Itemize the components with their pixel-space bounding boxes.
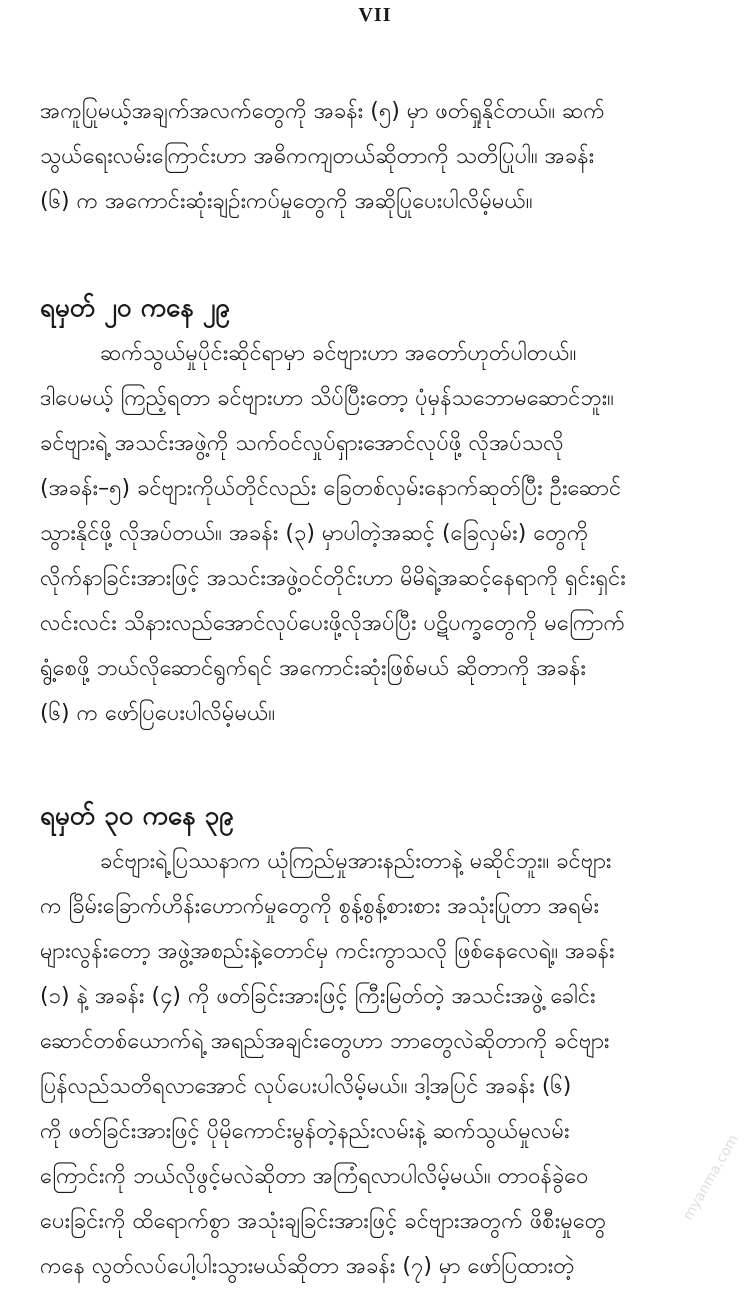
section-heading: ရမှတ် ၂၀ ကနေ ၂၉ bbox=[40, 293, 231, 323]
section-paragraph bbox=[40, 839, 710, 1289]
text-line: ခင်ဗျားရဲ့ပြဿနာက ယုံကြည်မှုအားနည်းတာနဲ့ မဆိုင်ဘူး။ ခင်ဗျား bbox=[100, 849, 612, 874]
text-line: ကြောင်းကို ဘယ်လိုဖွင့်မလဲဆိုတာ အကြံရလာပါလိမ့်မယ်။ တာဝန်ခွဲဝေ bbox=[40, 1164, 589, 1189]
text-line: (၆) က အကောင်းဆုံးချဉ်းကပ်မှုတွေကို အဆိုပြုပေးပါလိမ့်မယ်။ bbox=[40, 189, 533, 214]
section-paragraph bbox=[40, 331, 710, 736]
text-line: (၁) နဲ့ အခန်း (၄) ကို ဖတ်ခြင်းအားဖြင့် ကြီးမြတ်တဲ့ အသင်းအဖွဲ့ ခေါင်း bbox=[40, 984, 596, 1009]
text-line: ရွံ့စေဖို့ ဘယ်လိုဆောင်ရွက်ရင် အကောင်းဆုံးဖြစ်မယ် ဆိုတာကို အခန်း bbox=[40, 656, 586, 681]
text-line: (အခန်း–၅) ခင်ဗျားကိုယ်တိုင်လည်း ခြေတစ်လှမ်းနောက်ဆုတ်ပြီး ဦးဆောင် bbox=[40, 476, 622, 501]
section-heading: ရမှတ် ၃၀ ကနေ ၃၉ bbox=[40, 801, 234, 831]
text-line: ဆက်သွယ်မှုပိုင်းဆိုင်ရာမှာ ခင်ဗျားဟာ အတော်ဟုတ်ပါတယ်။ bbox=[100, 341, 577, 366]
text-line: ဆောင်တစ်ယောက်ရဲ့ အရည်အချင်းတွေဟာ ဘာတွေလဲဆိုတာကို ခင်ဗျား bbox=[40, 1029, 610, 1054]
text-line: ဒါပေမယ့် ကြည့်ရတာ ခင်ဗျားဟာ သိပ်ပြီးတော့ ပုံမှန်သဘောမဆောင်ဘူး။ bbox=[40, 386, 614, 411]
text-line: က ခြိမ်းခြောက်ဟိန်းဟောက်မှုတွေကို စွန့်စွန့်စားစား အသုံးပြုတာ အရမ်း bbox=[40, 894, 600, 919]
text-line: အကူပြုမယ့်အချက်အလက်တွေကို အခန်း (၅) မှာ ဖတ်ရှုနိုင်တယ်။ ဆက် bbox=[40, 99, 605, 124]
watermark: myanma.com bbox=[680, 1132, 742, 1224]
intro-paragraph bbox=[40, 89, 710, 224]
text-line: လိုက်နာခြင်းအားဖြင့် အသင်းအဖွဲ့ဝင်တိုင်းဟာ မိမိရဲ့အဆင့်နေရာကို ရှင်းရှင်း bbox=[40, 566, 626, 591]
text-line: ကို ဖတ်ခြင်းအားဖြင့် ပိုမိုကောင်းမွန်တဲ့နည်းလမ်းနဲ့ ဆက်သွယ်မှုလမ်း bbox=[40, 1119, 570, 1144]
text-line: ခင်ဗျားရဲ့ အသင်းအဖွဲ့ကို သက်ဝင်လှုပ်ရှားအောင်လုပ်ဖို့ လိုအပ်သလို bbox=[40, 431, 564, 456]
text-line: လင်းလင်း သိနားလည်အောင်လုပ်ပေးဖို့လိုအပ်ပြီး ပဋိပက္ခတွေကို မကြောက် bbox=[40, 611, 625, 636]
text-line: ကနေ လွတ်လပ်ပေါ့ပါးသွားမယ်ဆိုတာ အခန်း (၇) မှာ ဖော်ပြထားတဲ့ bbox=[40, 1254, 575, 1279]
text-line: ပြန်လည်သတိရလာအောင် လုပ်ပေးပါလိမ့်မယ်။ ဒါ့အပြင် အခန်း (၆) bbox=[40, 1074, 572, 1099]
text-line: သွားနိုင်ဖို့ လိုအပ်တယ်။ အခန်း (၃) မှာပါတဲ့အဆင့် (ခြေလှမ်း) တွေကို bbox=[40, 521, 589, 546]
text-line: များလွန်းတော့ အဖွဲ့အစည်းနဲ့တောင်မှ ကင်းကွာသလို ဖြစ်နေလေရဲ့။ အခန်း bbox=[40, 939, 615, 964]
text-line: ပေးခြင်းကို ထိရောက်စွာ အသုံးချခြင်းအားဖြင့် ခင်ဗျားအတွက် ဖိစီးမှုတွေ bbox=[40, 1209, 607, 1234]
text-line: (၆) က ဖော်ပြပေးပါလိမ့်မယ်။ bbox=[40, 701, 276, 726]
page-number: VII bbox=[358, 4, 392, 26]
text-line: သွယ်ရေးလမ်းကြောင်းဟာ အဓိကကျတယ်ဆိုတာကို သတိပြုပါ။ အခန်း bbox=[40, 144, 595, 169]
